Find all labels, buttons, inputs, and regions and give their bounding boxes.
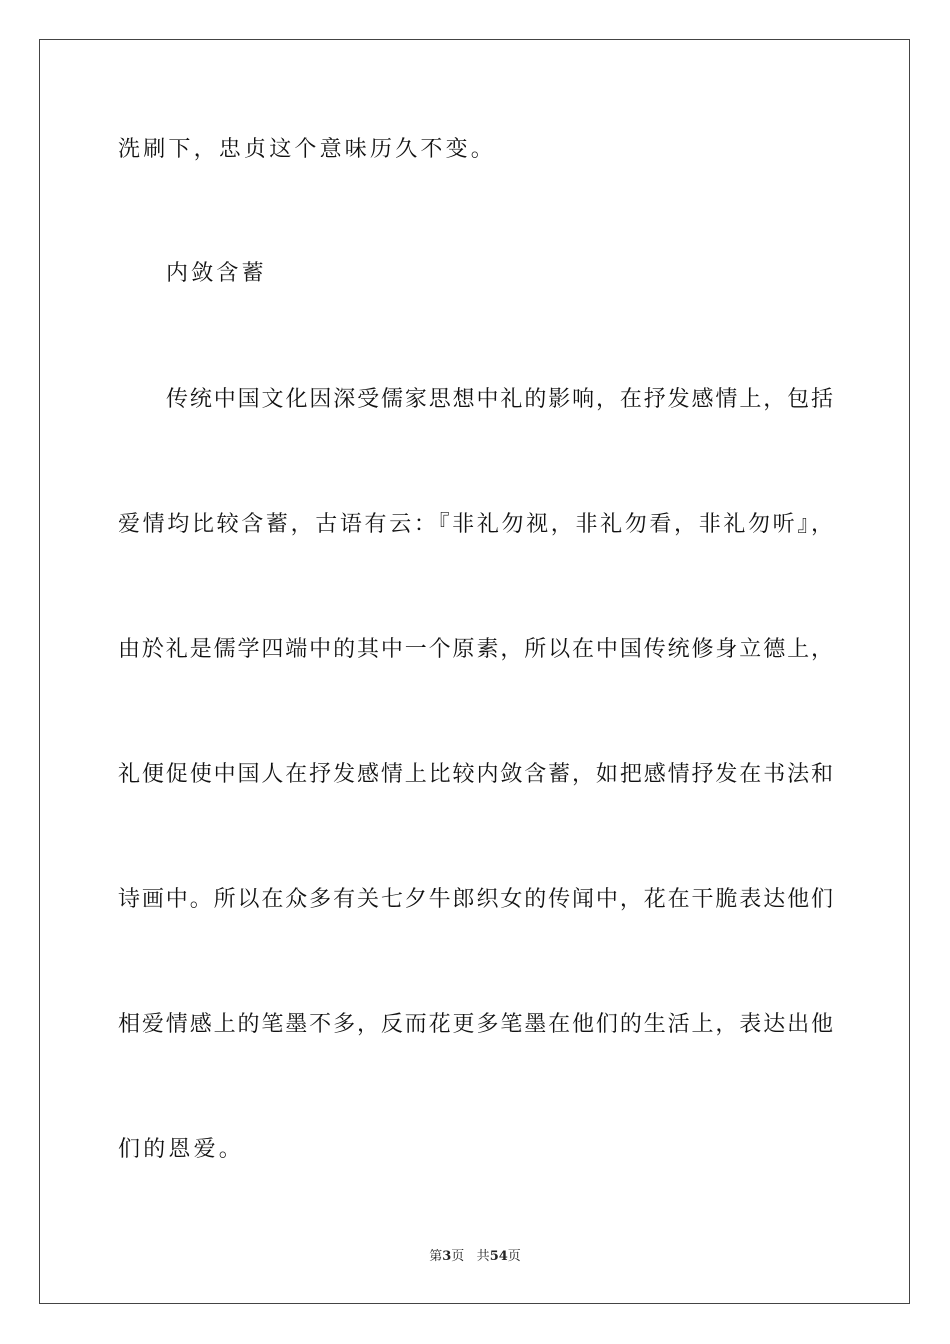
section-heading: 内敛含蓄 [166,261,267,286]
total-pages: 54 [489,1249,508,1264]
page-label-suffix: 页 [451,1249,465,1264]
page-footer [0,1245,950,1264]
page-label-prefix: 第 [429,1249,443,1264]
paragraph-line: 礼便促使中国人在抒发感情上比较内敛含蓄，如把感情抒发在书法和 [118,762,833,787]
paragraph-line: 传统中国文化因深受儒家思想中礼的影响，在抒发感情上，包括 [166,387,833,412]
paragraph-line: 爱情均比较含蓄，古语有云：『非礼勿视，非礼勿看，非礼勿听』， [118,512,833,537]
paragraph-line: 由於礼是儒学四端中的其中一个原素，所以在中国传统修身立德上， [118,637,833,662]
page-border [39,39,910,1304]
paragraph-line: 洗刷下，忠贞这个意味历久不变。 [118,137,497,162]
paragraph-line: 诗画中。所以在众多有关七夕牛郎织女的传闻中，花在干脆表达他们 [118,887,833,912]
page-number: 3 [442,1249,452,1264]
paragraph-line: 相爱情感上的笔墨不多，反而花更多笔墨在他们的生活上，表达出他 [118,1012,833,1037]
paragraph-line: 们的恩爱。 [118,1137,245,1162]
total-label-suffix: 页 [507,1249,521,1264]
total-label-prefix: 共 [476,1249,490,1264]
